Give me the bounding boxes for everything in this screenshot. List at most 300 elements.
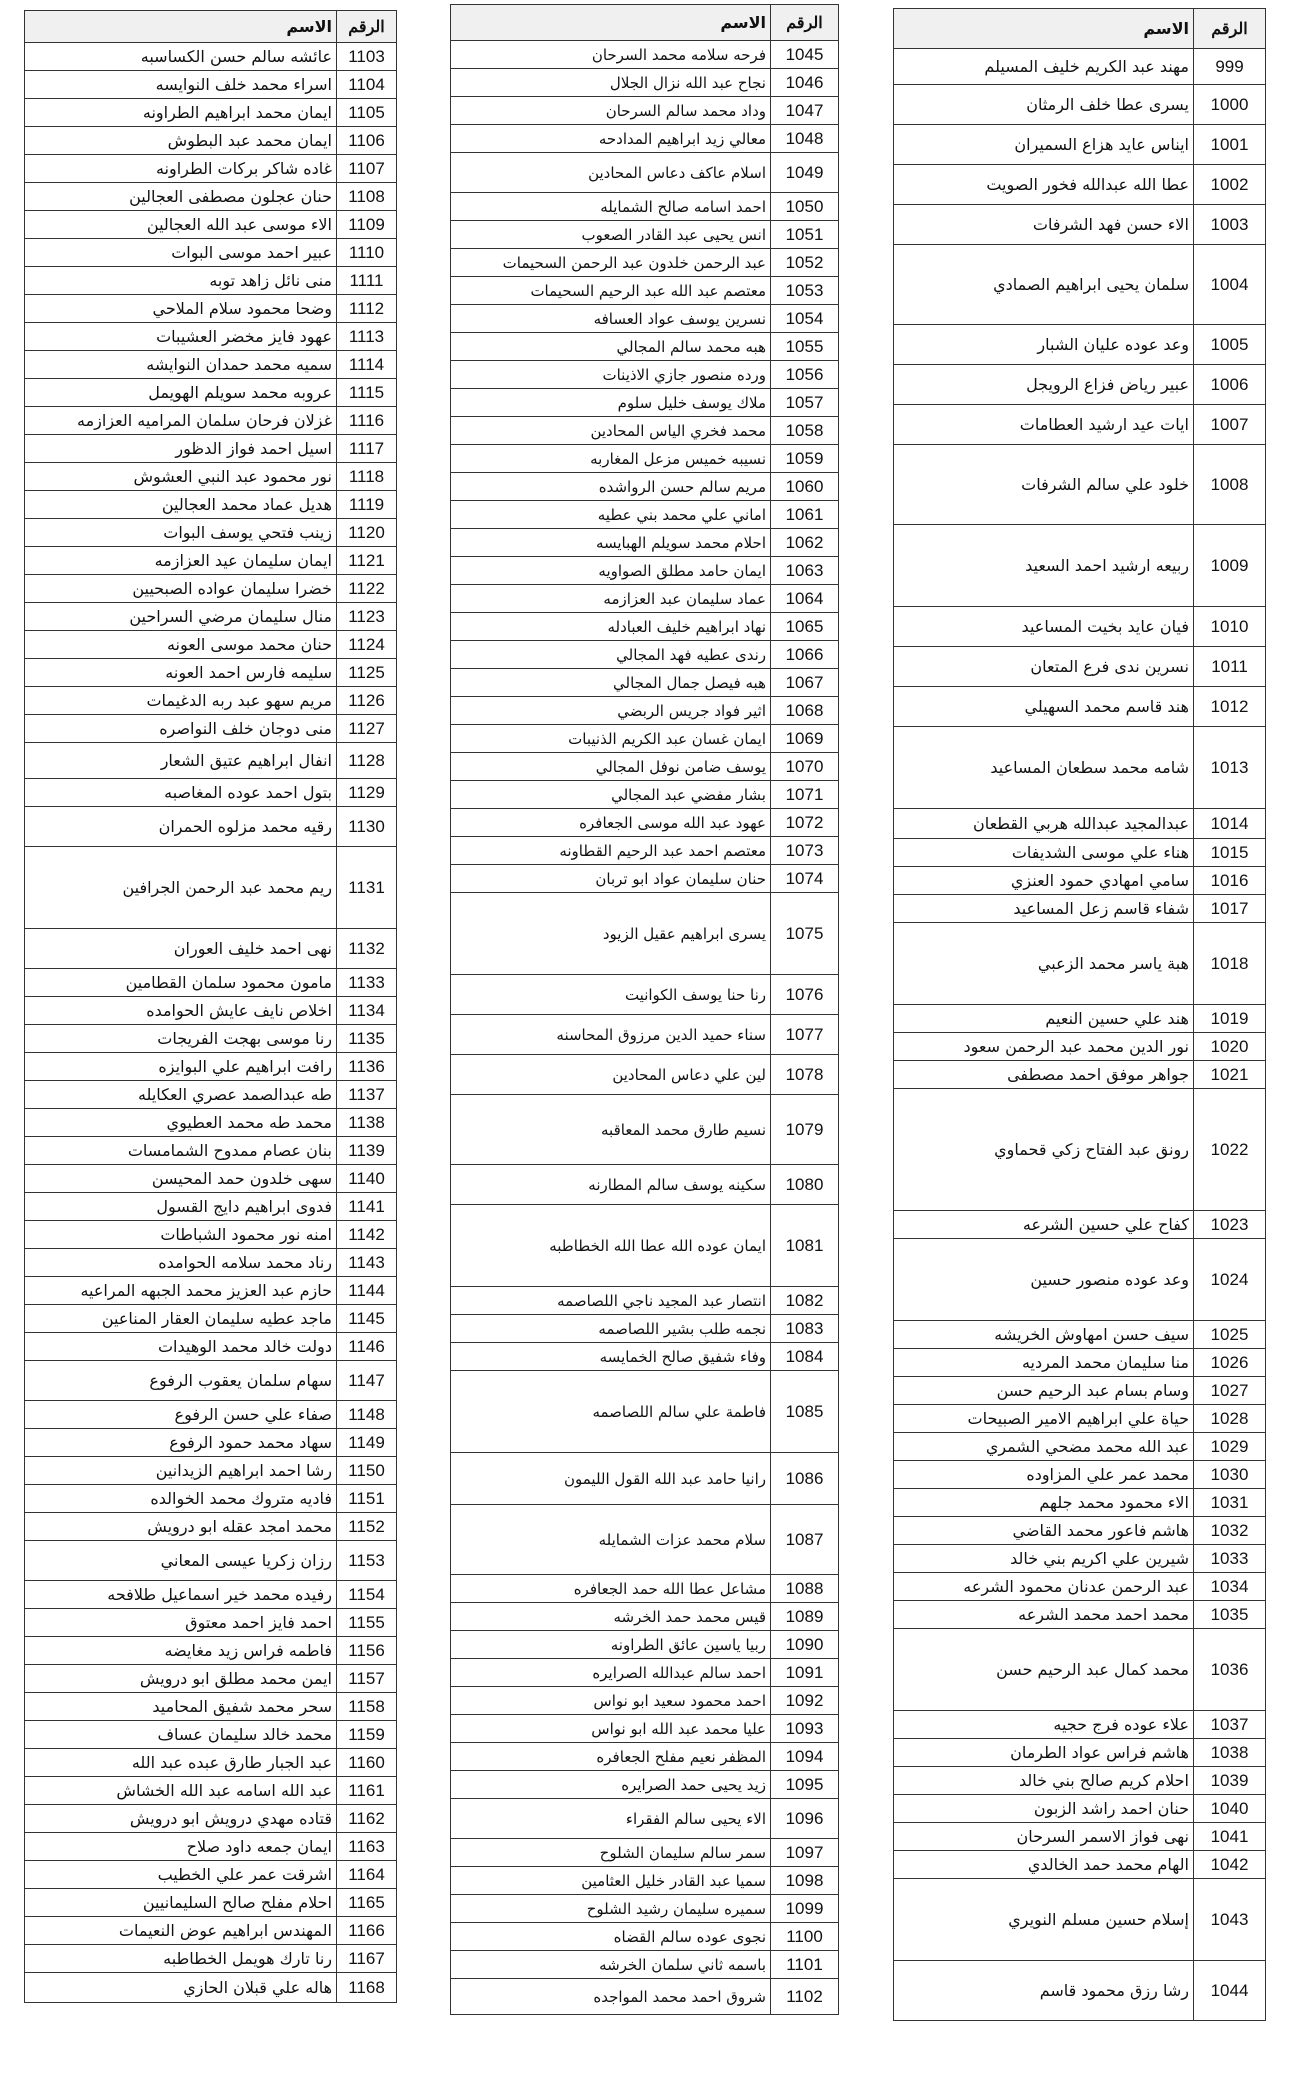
number-cell: 1111 (337, 267, 397, 295)
name-cell: وداد محمد سالم السرحان (451, 97, 771, 125)
table-row (25, 687, 397, 715)
number-cell: 1046 (771, 69, 839, 97)
number-cell: 1021 (1194, 1061, 1266, 1089)
number-cell: 1106 (337, 127, 397, 155)
table-row (25, 1193, 397, 1221)
table-row (25, 1721, 397, 1749)
number-cell: 1112 (337, 295, 397, 323)
number-cell: 1148 (337, 1401, 397, 1429)
number-cell: 1095 (771, 1771, 839, 1799)
number-cell: 1131 (337, 847, 397, 929)
number-cell: 1062 (771, 529, 839, 557)
number-cell: 1097 (771, 1839, 839, 1867)
number-cell: 1090 (771, 1631, 839, 1659)
table-row (894, 1961, 1266, 2021)
name-cell: رنا موسى بهجت الفريجات (25, 1025, 337, 1053)
number-cell: 1151 (337, 1485, 397, 1513)
name-cell: رونق عبد الفتاح زكي قحماوي (894, 1089, 1194, 1211)
table-row (25, 603, 397, 631)
name-cell: هاله علي قبلان الحازي (25, 1973, 337, 2003)
table-row (451, 893, 839, 975)
name-cell: مريم سالم حسن الرواشده (451, 473, 771, 501)
number-cell: 1089 (771, 1603, 839, 1631)
table-row (25, 1109, 397, 1137)
table-row (25, 1485, 397, 1513)
name-cell: شفاء قاسم زعل المساعيد (894, 895, 1194, 923)
number-cell: 1138 (337, 1109, 397, 1137)
name-cell: سميه محمد حمدان النوايشه (25, 351, 337, 379)
name-cell: اماني علي محمد بني عطيه (451, 501, 771, 529)
name-cell: إسلام حسين مسلم النويري (894, 1879, 1194, 1961)
number-cell: 1005 (1194, 325, 1266, 365)
number-cell: 1055 (771, 333, 839, 361)
table-row (451, 641, 839, 669)
name-cell: سليمه فارس احمد العونه (25, 659, 337, 687)
table-row (25, 743, 397, 779)
number-cell: 1032 (1194, 1517, 1266, 1545)
number-cell: 1141 (337, 1193, 397, 1221)
number-cell: 1019 (1194, 1005, 1266, 1033)
table-row (451, 585, 839, 613)
table-row (894, 809, 1266, 839)
number-cell: 1053 (771, 277, 839, 305)
name-cell: هبه محمد سالم المجالي (451, 333, 771, 361)
number-cell: 1091 (771, 1659, 839, 1687)
table-row (451, 1839, 839, 1867)
table-row (451, 361, 839, 389)
number-cell: 1114 (337, 351, 397, 379)
number-cell: 1124 (337, 631, 397, 659)
number-cell: 1049 (771, 153, 839, 193)
name-cell: ايمان جمعه داود صلاح (25, 1833, 337, 1861)
column-right (893, 8, 1265, 2021)
number-cell: 1035 (1194, 1601, 1266, 1629)
number-cell: 1105 (337, 99, 397, 127)
table-row (894, 525, 1266, 607)
name-cell: ايناس عايد هزاع السميران (894, 125, 1194, 165)
name-cell: عروبه محمد سويلم الهويمل (25, 379, 337, 407)
name-cell: بشار مفضي عبد المجالي (451, 781, 771, 809)
name-cell: انفال ابراهيم عتيق الشعار (25, 743, 337, 779)
number-cell: 1155 (337, 1609, 397, 1637)
number-cell: 1045 (771, 41, 839, 69)
name-cell: عبير رياض فزاع الرويجل (894, 365, 1194, 405)
table-row (451, 753, 839, 781)
name-cell: فاطمه فراس زيد مغايضه (25, 1637, 337, 1665)
number-cell: 1069 (771, 725, 839, 753)
name-cell: وضحا محمود سلام الملاحي (25, 295, 337, 323)
name-cell: عائشه سالم حسن الكساسبه (25, 43, 337, 71)
table-row (451, 557, 839, 585)
name-cell: نهى احمد خليف العوران (25, 929, 337, 969)
number-cell: 1068 (771, 697, 839, 725)
header-name: الاسم (451, 5, 771, 41)
table-body (25, 43, 397, 2003)
number-cell: 1029 (1194, 1433, 1266, 1461)
number-cell: 1093 (771, 1715, 839, 1743)
number-cell: 1085 (771, 1371, 839, 1453)
number-cell: 1065 (771, 613, 839, 641)
table-row (25, 1401, 397, 1429)
table-row (25, 491, 397, 519)
table-row (451, 501, 839, 529)
number-cell: 1128 (337, 743, 397, 779)
number-cell: 1006 (1194, 365, 1266, 405)
table-row (894, 1879, 1266, 1961)
number-cell: 1039 (1194, 1767, 1266, 1795)
header-number: الرقم (1194, 9, 1266, 49)
table-row (894, 1573, 1266, 1601)
name-cell: باسمه ثاني سلمان الخرشه (451, 1951, 771, 1979)
number-cell: 1061 (771, 501, 839, 529)
table-row (25, 1429, 397, 1457)
header-number: الرقم (337, 11, 397, 43)
name-cell: فدوى ابراهيم دايج القسول (25, 1193, 337, 1221)
table-row (894, 1517, 1266, 1545)
name-cell: عطا الله عبدالله فخور الصويت (894, 165, 1194, 205)
table-row (25, 969, 397, 997)
name-cell: علاء عوده فرج حجيه (894, 1711, 1194, 1739)
table-row (25, 1637, 397, 1665)
name-cell: رزان زكريا عيسى المعاني (25, 1541, 337, 1581)
table-row (894, 245, 1266, 325)
name-cell: ايمن محمد مطلق ابو درويش (25, 1665, 337, 1693)
table-row (25, 1025, 397, 1053)
number-cell: 1160 (337, 1749, 397, 1777)
number-cell: 1130 (337, 807, 397, 847)
table-row (25, 1945, 397, 1973)
name-cell: محمد فخري الياس المحادين (451, 417, 771, 445)
name-cell: عبد الله محمد مضحي الشمري (894, 1433, 1194, 1461)
number-cell: 1070 (771, 753, 839, 781)
table-row (451, 613, 839, 641)
number-cell: 1072 (771, 809, 839, 837)
name-cell: ايمان غسان عبد الكريم الذنيبات (451, 725, 771, 753)
table-row (894, 1851, 1266, 1879)
number-cell: 1164 (337, 1861, 397, 1889)
number-cell: 1017 (1194, 895, 1266, 923)
name-cell: حنان سليمان عواد ابو تربان (451, 865, 771, 893)
number-cell: 1146 (337, 1333, 397, 1361)
number-cell: 1123 (337, 603, 397, 631)
table-row (25, 211, 397, 239)
number-cell: 1137 (337, 1081, 397, 1109)
name-cell: ربيا ياسين عائق الطراونه (451, 1631, 771, 1659)
number-cell: 1031 (1194, 1489, 1266, 1517)
name-cell: قتاده مهدي درويش ابو درويش (25, 1805, 337, 1833)
name-cell: احمد محمود سعيد ابو نواس (451, 1687, 771, 1715)
table-row (451, 445, 839, 473)
number-cell: 1115 (337, 379, 397, 407)
table-row (25, 997, 397, 1025)
name-cell: عبد الجبار طارق عبده عبد الله (25, 1749, 337, 1777)
name-cell: هبه فيصل جمال المجالي (451, 669, 771, 697)
name-cell: المظفر نعيم مفلح الجعافره (451, 1743, 771, 1771)
table-row (894, 1239, 1266, 1321)
number-cell: 1071 (771, 781, 839, 809)
name-cell: نجوى عوده سالم القضاه (451, 1923, 771, 1951)
number-cell: 1142 (337, 1221, 397, 1249)
name-cell: ايمان حامد مطلق الصواويه (451, 557, 771, 585)
name-cell: نجمه طلب بشير اللصاصمه (451, 1315, 771, 1343)
number-cell: 1076 (771, 975, 839, 1015)
name-cell: هديل عماد محمد العجالين (25, 491, 337, 519)
table-row (894, 1377, 1266, 1405)
number-cell: 1116 (337, 407, 397, 435)
name-cell: هناء علي موسى الشديفات (894, 839, 1194, 867)
number-cell: 1144 (337, 1277, 397, 1305)
table-row (451, 1923, 839, 1951)
name-cell: هاشم فاعور محمد القاضي (894, 1517, 1194, 1545)
name-cell: اشرقت عمر علي الخطيب (25, 1861, 337, 1889)
name-cell: عماد سليمان عبد العزازمه (451, 585, 771, 613)
name-cell: وعد عوده منصور حسين (894, 1239, 1194, 1321)
name-cell: نور الدين محمد عبد الرحمن سعود (894, 1033, 1194, 1061)
table-row (451, 1979, 839, 2015)
number-cell: 1057 (771, 389, 839, 417)
number-cell: 1121 (337, 547, 397, 575)
name-cell: حازم عبد العزيز محمد الجبهه المراعيه (25, 1277, 337, 1305)
name-cell: محمد عمر علي المزاوده (894, 1461, 1194, 1489)
name-cell: انتصار عبد المجيد ناجي اللصاصمه (451, 1287, 771, 1315)
table-row (451, 1867, 839, 1895)
names-table (893, 8, 1266, 2021)
number-cell: 1145 (337, 1305, 397, 1333)
table-row (25, 1081, 397, 1109)
number-cell: 1074 (771, 865, 839, 893)
names-table (450, 4, 839, 2015)
name-cell: احلام كريم صالح بني خالد (894, 1767, 1194, 1795)
number-cell: 1150 (337, 1457, 397, 1485)
number-cell: 1107 (337, 155, 397, 183)
table-row (451, 153, 839, 193)
name-cell: الاء يحيى سالم الفقراء (451, 1799, 771, 1839)
name-cell: اسراء محمد خلف النوايسه (25, 71, 337, 99)
table-row (894, 1061, 1266, 1089)
number-cell: 1079 (771, 1095, 839, 1165)
header-name: الاسم (894, 9, 1194, 49)
number-cell: 1037 (1194, 1711, 1266, 1739)
table-row (894, 1089, 1266, 1211)
header-name: الاسم (25, 11, 337, 43)
table-row (894, 1005, 1266, 1033)
name-cell: هبة ياسر محمد الزعبي (894, 923, 1194, 1005)
name-cell: نسرين ندى فرع المتعان (894, 647, 1194, 687)
name-cell: اخلاص نايف عايش الحوامده (25, 997, 337, 1025)
name-cell: الاء موسى عبد الله العجالين (25, 211, 337, 239)
number-cell: 1117 (337, 435, 397, 463)
table-row (451, 1095, 839, 1165)
table-row (894, 687, 1266, 727)
number-cell: 1092 (771, 1687, 839, 1715)
table-row (894, 325, 1266, 365)
name-cell: طه عبدالصمد عصري العكايله (25, 1081, 337, 1109)
number-cell: 1002 (1194, 165, 1266, 205)
name-cell: محمد كمال عبد الرحيم حسن (894, 1629, 1194, 1711)
name-cell: بنان عصام ممدوح الشمامسات (25, 1137, 337, 1165)
table-row (451, 1505, 839, 1575)
table-row (451, 69, 839, 97)
table-row (894, 205, 1266, 245)
table-row (451, 193, 839, 221)
number-cell: 1030 (1194, 1461, 1266, 1489)
table-row (25, 1665, 397, 1693)
table-row (894, 445, 1266, 525)
table-row (894, 839, 1266, 867)
table-row (451, 249, 839, 277)
name-cell: نجاح عبد الله نزال الجلال (451, 69, 771, 97)
table-row (451, 1715, 839, 1743)
number-cell: 1161 (337, 1777, 397, 1805)
table-row (894, 1489, 1266, 1517)
table-row (25, 1457, 397, 1485)
number-cell: 1059 (771, 445, 839, 473)
column-middle (450, 4, 838, 2015)
name-cell: شيرين علي اكريم بني خالد (894, 1545, 1194, 1573)
number-cell: 1047 (771, 97, 839, 125)
number-cell: 1108 (337, 183, 397, 211)
table-row (25, 847, 397, 929)
table-row (894, 1405, 1266, 1433)
name-cell: ربيعه ارشيد احمد السعيد (894, 525, 1194, 607)
name-cell: رنا تارك هويمل الخطاطبه (25, 1945, 337, 1973)
table-row (451, 1287, 839, 1315)
number-cell: 1003 (1194, 205, 1266, 245)
table-row (25, 659, 397, 687)
table-body (451, 41, 839, 2015)
number-cell: 1013 (1194, 727, 1266, 809)
name-cell: ايمان محمد عبد البطوش (25, 127, 337, 155)
table-row (25, 1513, 397, 1541)
number-cell: 1133 (337, 969, 397, 997)
table-row (451, 417, 839, 445)
number-cell: 1073 (771, 837, 839, 865)
name-cell: نهاد ابراهيم خليف العبادله (451, 613, 771, 641)
name-cell: ماجد عطيه سليمان العقار المناعين (25, 1305, 337, 1333)
table-row (894, 867, 1266, 895)
table-row (451, 1205, 839, 1287)
number-cell: 1125 (337, 659, 397, 687)
table-row (25, 929, 397, 969)
table-body (894, 49, 1266, 2021)
name-cell: احمد فايز احمد معتوق (25, 1609, 337, 1637)
name-cell: سمر سالم سليمان الشلوح (451, 1839, 771, 1867)
number-cell: 1078 (771, 1055, 839, 1095)
number-cell: 1034 (1194, 1573, 1266, 1601)
number-cell: 1094 (771, 1743, 839, 1771)
table-row (894, 727, 1266, 809)
table-row (25, 127, 397, 155)
name-cell: مهند عبد الكريم خليف المسيلم (894, 49, 1194, 85)
number-cell: 999 (1194, 49, 1266, 85)
table-row (25, 779, 397, 807)
table-row (25, 155, 397, 183)
table-row (25, 547, 397, 575)
name-cell: خضرا سليمان عواده الصبحيين (25, 575, 337, 603)
table-row (451, 1165, 839, 1205)
name-cell: حياة علي ابراهيم الامير الصبيحات (894, 1405, 1194, 1433)
name-cell: منال سليمان مرضي السراحين (25, 603, 337, 631)
name-cell: وسام بسام عبد الرحيم حسن (894, 1377, 1194, 1405)
table-row (451, 221, 839, 249)
table-row (451, 1371, 839, 1453)
name-cell: منى دوجان خلف النواصره (25, 715, 337, 743)
table-row (25, 715, 397, 743)
table-row (451, 333, 839, 361)
number-cell: 1051 (771, 221, 839, 249)
name-cell: رانيا حامد عبد الله القول الليمون (451, 1453, 771, 1505)
number-cell: 1104 (337, 71, 397, 99)
table-row (894, 1739, 1266, 1767)
number-cell: 1087 (771, 1505, 839, 1575)
table-row (451, 725, 839, 753)
table-row (451, 473, 839, 501)
name-cell: سحر محمد شفيق المحاميد (25, 1693, 337, 1721)
table-row (894, 1629, 1266, 1711)
number-cell: 1147 (337, 1361, 397, 1401)
name-cell: مامون محمود سلمان القطامين (25, 969, 337, 997)
number-cell: 1166 (337, 1917, 397, 1945)
number-cell: 1081 (771, 1205, 839, 1287)
number-cell: 1122 (337, 575, 397, 603)
number-cell: 1050 (771, 193, 839, 221)
table-row (894, 85, 1266, 125)
number-cell: 1139 (337, 1137, 397, 1165)
number-cell: 1052 (771, 249, 839, 277)
name-cell: ملاك يوسف خليل سلوم (451, 389, 771, 417)
name-cell: منى نائل زاهد توبه (25, 267, 337, 295)
number-cell: 1126 (337, 687, 397, 715)
number-cell: 1023 (1194, 1211, 1266, 1239)
name-cell: هاشم فراس عواد الطرمان (894, 1739, 1194, 1767)
name-cell: سيف حسن امهاوش الخريشه (894, 1321, 1194, 1349)
table-row (451, 975, 839, 1015)
name-cell: رشا احمد ابراهيم الزيدانين (25, 1457, 337, 1485)
name-cell: نهى فواز الاسمر السرحان (894, 1823, 1194, 1851)
table-row (25, 1889, 397, 1917)
name-cell: عبد الرحمن خلدون عبد الرحمن السحيمات (451, 249, 771, 277)
name-cell: عبد الرحمن عدنان محمود الشرعه (894, 1573, 1194, 1601)
table-row (25, 463, 397, 491)
table-row (894, 1433, 1266, 1461)
table-row (894, 1601, 1266, 1629)
number-cell: 1027 (1194, 1377, 1266, 1405)
number-cell: 1110 (337, 239, 397, 267)
table-row (25, 1249, 397, 1277)
table-row (451, 389, 839, 417)
table-row (25, 1693, 397, 1721)
name-cell: سلام محمد عزات الشمايله (451, 1505, 771, 1575)
number-cell: 1159 (337, 1721, 397, 1749)
name-cell: سامي امهادي حمود العنزي (894, 867, 1194, 895)
table-row (451, 837, 839, 865)
number-cell: 1109 (337, 211, 397, 239)
number-cell: 1129 (337, 779, 397, 807)
name-cell: محمد خالد سليمان عساف (25, 1721, 337, 1749)
name-cell: نسيبه خميس مزعل المغاربه (451, 445, 771, 473)
name-cell: مريم سهو عبد ربه الدغيمات (25, 687, 337, 715)
name-cell: رشا رزق محمود قاسم (894, 1961, 1194, 2021)
number-cell: 1009 (1194, 525, 1266, 607)
number-cell: 1077 (771, 1015, 839, 1055)
number-cell: 1154 (337, 1581, 397, 1609)
table-row (25, 1221, 397, 1249)
number-cell: 1075 (771, 893, 839, 975)
table-row (25, 1609, 397, 1637)
name-cell: مشاعل عطا الله حمد الجعافره (451, 1575, 771, 1603)
name-cell: الاء حسن فهد الشرفات (894, 205, 1194, 245)
number-cell: 1058 (771, 417, 839, 445)
